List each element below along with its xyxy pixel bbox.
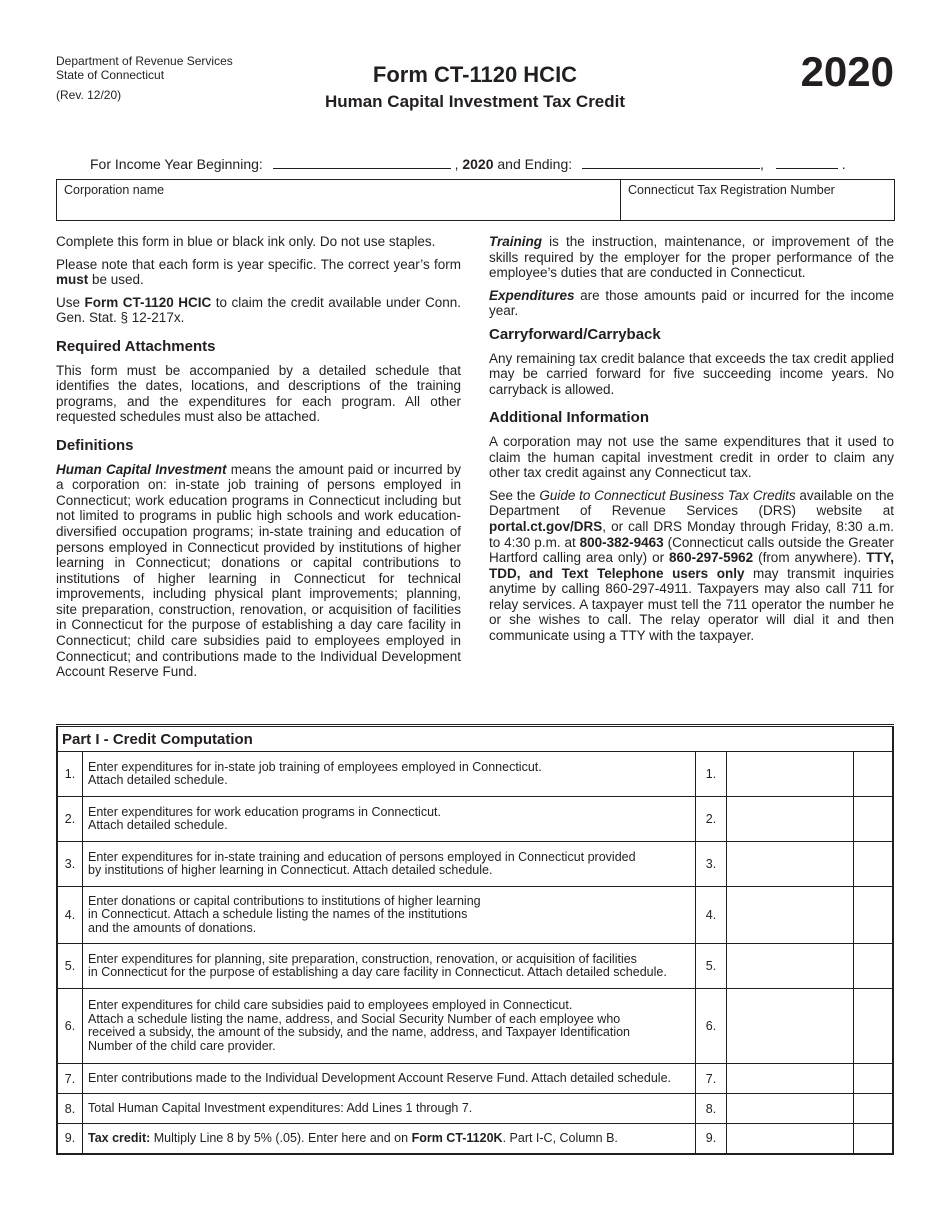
- line-5-description: Enter expenditures for planning, site preparation, construction, renovation, or acquisition of facilities in Connecticut for the purpose of establishing a day care facility in Connecticut. Attach detailed schedule.: [83, 944, 696, 989]
- income-year-line: [90, 156, 846, 172]
- line-3-cents-field[interactable]: [854, 842, 894, 887]
- line-2-description: Enter expenditures for work education programs in Connecticut. Attach detailed schedule.: [83, 797, 696, 842]
- hci-definition: Human Capital Investment means the amount paid or incurred by a corporation on: in-state job training of persons employed in Connecticut; work education programs in Connecticut including but not limited to programs in public high schools and work education-diversified occupation programs; in-state training and education of persons employed in Connecticut provided by institutions of higher learning in Connecticut; donations or capital contributions to institutions of higher learning in Connecticut for technical improvements, including physical plant improvements; planning, site preparation, construction, renovation, or acquisition of facilities in Connecticut for the purpose of establishing a day care facility in Connecticut; child care subsidies paid to employees employed in Connecticut; and contributions made to the Individual Development Account Reserve Fund.: [56, 461, 461, 680]
- tax-year: 2020: [800, 48, 894, 95]
- line-7-amount-field[interactable]: [727, 1064, 854, 1094]
- income-year-end-field[interactable]: [582, 156, 760, 169]
- agency-state: State of Connecticut: [56, 68, 165, 82]
- identification-box: [56, 179, 895, 221]
- form-title: Form CT-1120 HCIC: [372, 62, 578, 87]
- drs-website-link[interactable]: portal.ct.gov/DRS: [489, 518, 603, 534]
- income-year-end-year-field[interactable]: [776, 156, 838, 169]
- form-subtitle: Human Capital Investment Tax Credit: [324, 92, 626, 111]
- required-attachments-text: This form must be accompanied by a detailed schedule that identifies the dates, locations, and descriptions of the training programs, and the expenditures for each program. All other requested schedules must also be attached.: [56, 362, 461, 425]
- line-4-cents-field[interactable]: [854, 887, 894, 944]
- line-9-cents-field[interactable]: [854, 1124, 894, 1154]
- line-1-cents-field[interactable]: [854, 752, 894, 797]
- table-row: 4. Enter donations or capital contributions to institutions of higher learning in Connecticut. Attach a schedule listing the names of the institutions and the amounts of donations. 4.: [57, 887, 893, 944]
- table-row: 9. Tax credit: Multiply Line 8 by 5% (.05). Enter here and on Form CT-1120K. Part I-C, Column B. 9.: [57, 1124, 893, 1154]
- statute-note: Use Form CT-1120 HCIC to claim the credit available under Conn. Gen. Stat. § 12-217x.: [56, 294, 461, 326]
- additional-info-heading: Additional Information: [489, 409, 649, 427]
- line-7-cents-field[interactable]: [854, 1064, 894, 1094]
- table-row: 1. Enter expenditures for in-state job training of employees employed in Connecticut. Attach detailed schedule. 1.: [57, 752, 893, 797]
- corporation-name-label: Corporation name: [64, 183, 165, 197]
- line-7-description: Enter contributions made to the Individual Development Account Reserve Fund. Attach detailed schedule.: [83, 1064, 696, 1094]
- line-6-description: Enter expenditures for child care subsidies paid to employees employed in Connecticut. Attach a schedule listing the name, address, and Social Security Number of each employee who received a subsidy, the amount of the subsidy, and the name, address, and Taxpayer Identification Number of the child care provider.: [83, 989, 696, 1064]
- instructions-right-column: [489, 234, 894, 651]
- line-3-description: Enter expenditures for in-state training and education of persons employed in Connecticut provided by institutions of higher learning in Connecticut. Attach detailed schedule.: [83, 842, 696, 887]
- income-year-comma: ,: [454, 156, 459, 172]
- required-attachments-heading: Required Attachments: [56, 337, 216, 355]
- income-year-beginning-label: For Income Year Beginning:: [90, 156, 263, 172]
- line-1-description: Enter expenditures for in-state job training of employees employed in Connecticut. Attach detailed schedule.: [83, 752, 696, 797]
- table-row: 6. Enter expenditures for child care subsidies paid to employees employed in Connecticut. Attach a schedule listing the name, address, and Social Security Number of each employee who received a subsidy, the amount of the subsidy, and the name, address, and Taxpayer Identification Number of the child care provider. 6.: [57, 989, 893, 1064]
- income-year-begin-field[interactable]: [273, 156, 451, 169]
- carryforward-text: Any remaining tax credit balance that exceeds the tax credit applied may be carried forward for five succeeding income years. No carryback is allowed.: [489, 350, 894, 397]
- contact-info: See the Guide to Connecticut Business Tax Credits available on the Department of Revenue Services (DRS) website at portal.ct.gov/DRS, or call DRS Monday through Friday, 8:30 a.m. to 4:30 p.m. at 800-382-9463 (Connecticut calls outside the Greater Hartford calling area only) or 860-297-5962 (from anywhere). TTY, TDD, and Text Telephone users only may transmit inquiries anytime by calling 860-297-4911. Taxpayers may also call 711 for relay services. A taxpayer must tell the 711 operator the number he or she wishes to call. The relay operator will dial it and then communicate using a TTY with the taxpayer.: [489, 487, 894, 644]
- income-year-period: .: [841, 156, 846, 172]
- line-4-amount-field[interactable]: [727, 887, 854, 944]
- line-9-amount-field[interactable]: [727, 1124, 854, 1154]
- tax-registration-field[interactable]: [621, 180, 894, 220]
- line-5-amount-field[interactable]: [727, 944, 854, 989]
- table-row: 3. Enter expenditures for in-state training and education of persons employed in Connecticut provided by institutions of higher learning in Connecticut. Attach detailed schedule. 3.: [57, 842, 893, 887]
- ink-instruction: Complete this form in blue or black ink only. Do not use staples.: [56, 234, 436, 249]
- additional-info-text: A corporation may not use the same expenditures that it used to claim the human capital investment credit in order to claim any other tax credit against any Connecticut tax.: [489, 433, 894, 481]
- line-3-amount-field[interactable]: [727, 842, 854, 887]
- table-row: 7. Enter contributions made to the Individual Development Account Reserve Fund. Attach detailed schedule. 7.: [57, 1064, 893, 1094]
- part1-credit-computation-table: [56, 724, 894, 1155]
- training-definition: Training is the instruction, maintenance, or improvement of the skills required by the employer for the proper performance of the employee’s duties that are conducted in Connecticut.: [489, 234, 894, 281]
- definitions-heading: Definitions: [56, 436, 134, 454]
- line-9-description: Tax credit: Multiply Line 8 by 5% (.05). Enter here and on Form CT-1120K. Part I-C, Column B.: [83, 1124, 696, 1154]
- income-year-bold: 2020: [462, 156, 494, 172]
- corporation-name-field[interactable]: [57, 180, 621, 220]
- agency-name: Department of Revenue Services: [56, 54, 233, 68]
- line-2-cents-field[interactable]: [854, 797, 894, 842]
- income-year-ending-label: and Ending:: [497, 156, 573, 172]
- revision-date: (Rev. 12/20): [56, 88, 122, 102]
- line-1-amount-field[interactable]: [727, 752, 854, 797]
- line-5-cents-field[interactable]: [854, 944, 894, 989]
- line-8-amount-field[interactable]: [727, 1094, 854, 1124]
- line-6-cents-field[interactable]: [854, 989, 894, 1064]
- line-6-amount-field[interactable]: [727, 989, 854, 1064]
- tax-registration-label: Connecticut Tax Registration Number: [628, 183, 835, 197]
- year-specific-note: Please note that each form is year specific. The correct year’s form must be used.: [56, 256, 461, 288]
- instructions-left-column: [56, 234, 461, 687]
- line-4-description: Enter donations or capital contributions to institutions of higher learning in Connecticut. Attach a schedule listing the names of the institutions and the amounts of donations.: [83, 887, 696, 944]
- carryforward-heading: Carryforward/Carryback: [489, 325, 661, 343]
- table-row: 8. Total Human Capital Investment expenditures: Add Lines 1 through 7. 8.: [57, 1094, 893, 1124]
- income-year-end-comma: ,: [760, 156, 764, 172]
- line-8-description: Total Human Capital Investment expenditures: Add Lines 1 through 7.: [83, 1094, 696, 1124]
- line-2-amount-field[interactable]: [727, 797, 854, 842]
- table-row: 2. Enter expenditures for work education programs in Connecticut. Attach detailed schedule. 2.: [57, 797, 893, 842]
- table-row: 5. Enter expenditures for planning, site preparation, construction, renovation, or acquisition of facilities in Connecticut for the purpose of establishing a day care facility in Connecticut. Attach detailed schedule. 5.: [57, 944, 893, 989]
- expenditures-definition: Expenditures are those amounts paid or incurred for the income year.: [489, 287, 894, 319]
- line-8-cents-field[interactable]: [854, 1094, 894, 1124]
- part1-title: Part I - Credit Computation: [57, 726, 893, 752]
